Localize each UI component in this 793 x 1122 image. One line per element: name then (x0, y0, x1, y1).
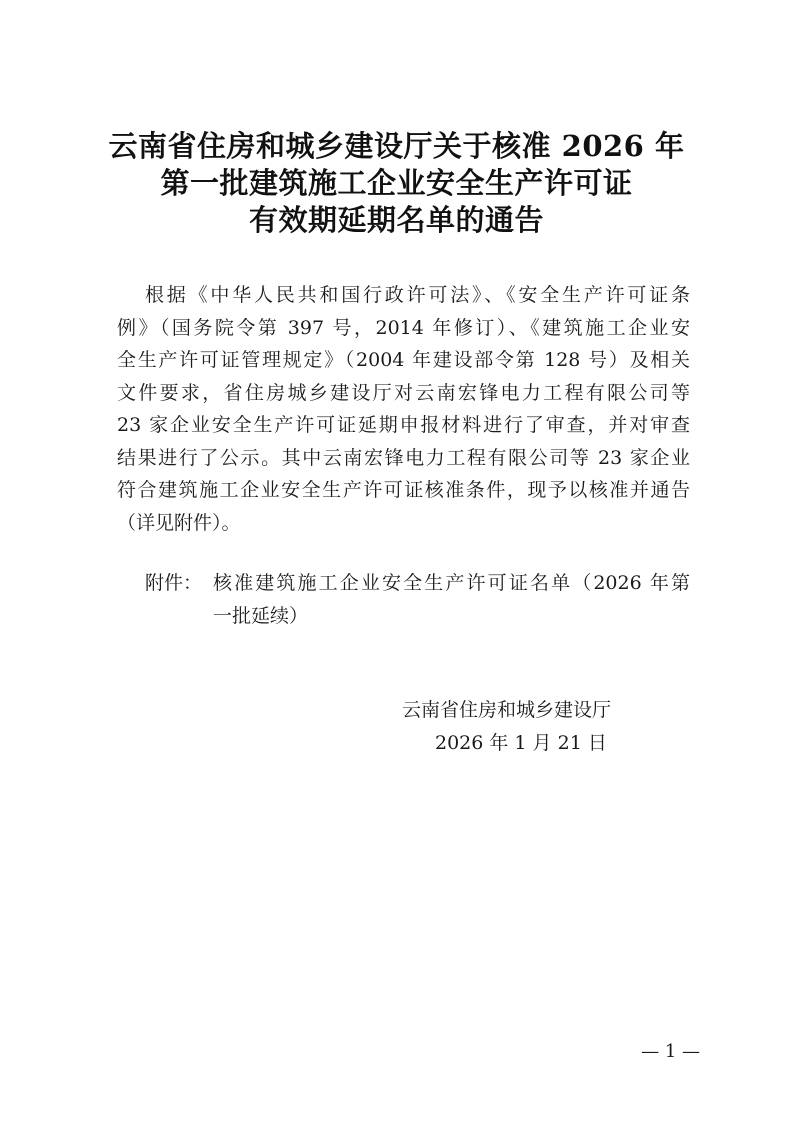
body-line: 文件要求，省住房城乡建设厅对云南宏锋电力工程有限公司等 (117, 381, 690, 404)
attachment-section (145, 567, 690, 632)
attachment-label: 附件： (145, 572, 203, 594)
attachment-value (213, 567, 690, 632)
title-line: 有效期延期名单的通告 (248, 203, 544, 237)
body-line: 23 家企业安全生产许可证延期申报材料进行了审查，并对审查 (117, 414, 690, 436)
notice-body (117, 279, 690, 539)
body-line: 全生产许可证管理规定》（2004 年建设部令第 128 号）及相关 (117, 349, 690, 371)
page-number: — 1 — (641, 1041, 700, 1062)
signature-block (380, 694, 680, 760)
body-line: 结果进行了公示。其中云南宏锋电力工程有限公司等 23 家企业 (117, 446, 690, 469)
document-title (60, 128, 733, 239)
body-line: 例》（国务院令第 397 号，2014 年修订）、《建筑施工企业安 (117, 316, 690, 339)
attachment-line: 一批延续） (213, 604, 309, 627)
body-line: 符合建筑施工企业安全生产许可证核准条件，现予以核准并通告 (117, 479, 690, 501)
title-line: 第一批建筑施工企业安全生产许可证 (160, 166, 633, 200)
body-line: 根据《中华人民共和国行政许可法》、《安全生产许可证条 (145, 284, 690, 306)
attachment-line: 核准建筑施工企业安全生产许可证名单（2026 年第 (213, 572, 690, 594)
issue-date: 2026 年 1 月 21 日 (435, 732, 607, 754)
title-line: 云南省住房和城乡建设厅关于核准 2026 年 (108, 129, 685, 163)
issuing-organization: 云南省住房和城乡建设厅 (402, 699, 612, 721)
body-line: （详见附件）。 (117, 511, 241, 534)
